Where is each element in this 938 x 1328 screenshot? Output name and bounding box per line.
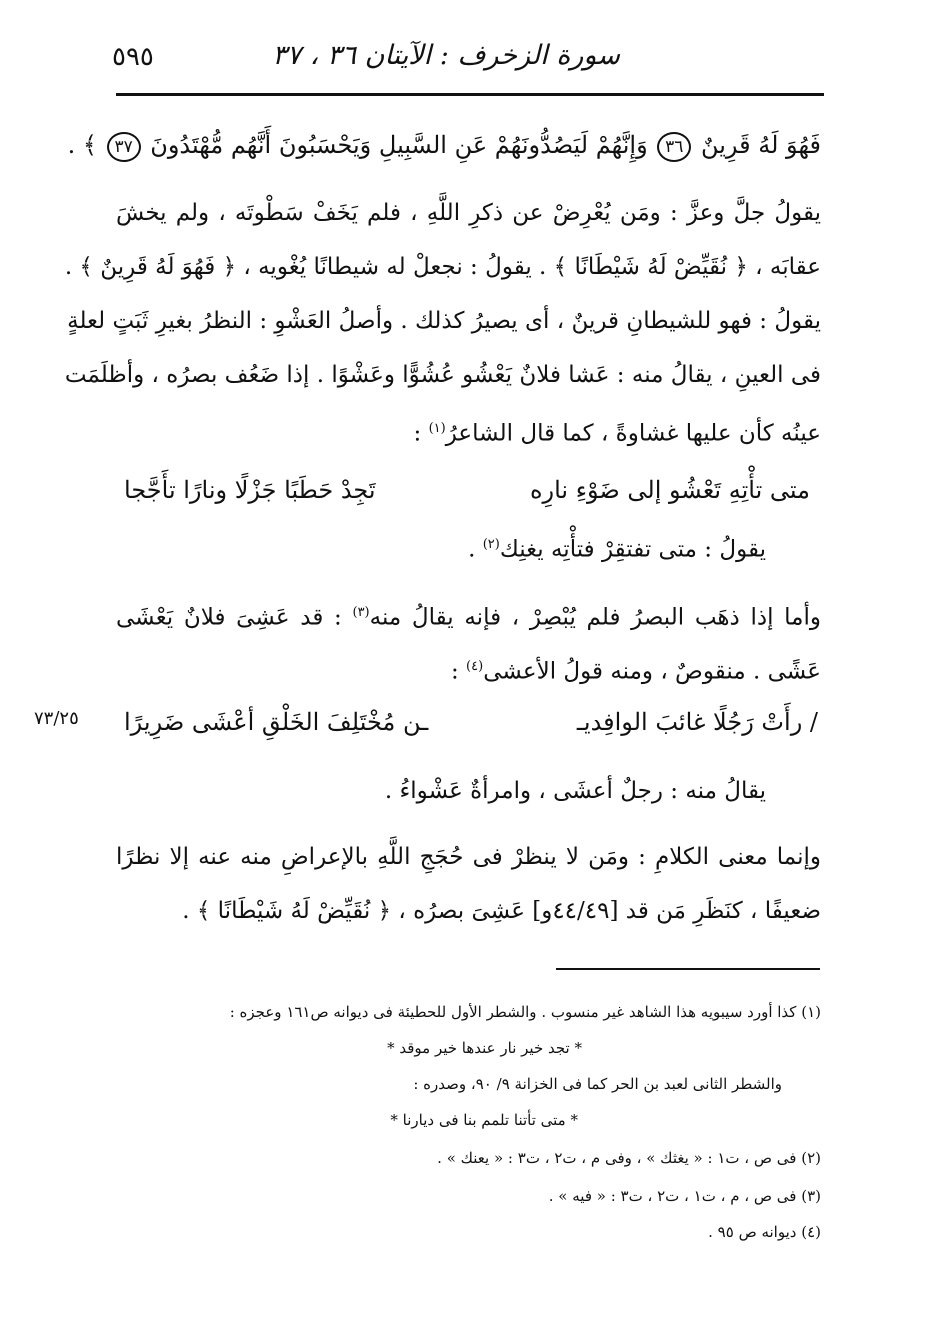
text-segment: عينُه كأن عليها غشاوةً ، كما قال الشاعرُ: [445, 420, 821, 447]
text-segment: وأما إذا ذهَب البصرُ فلم يُبْصِرْ ، فإنه يقالُ منه: [369, 604, 821, 631]
poem-hemistich-right: / رأَتْ رَجُلًا غائبَ الوافِديـ: [576, 708, 818, 736]
text-line: [451, 652, 821, 687]
text-segment: يقولُ : متى تفتقِرْ فتأْتِه يغنِك: [499, 536, 766, 563]
poem-hemistich-left: تَجِدْ حَطَبًا جَزْلًا ونارًا تأَجَّجا: [124, 476, 376, 504]
footnote: (٤) ديوانه ص ٩٥ .: [708, 1223, 821, 1241]
margin-reference: ٧٣/٢٥: [34, 708, 79, 729]
footnote-verse: * متى تأتنا تلمم بنا فى ديارنا *: [390, 1111, 578, 1129]
text-segment: عَشًى . منقوصٌ ، ومنه قولُ الأعشى: [483, 658, 821, 685]
text-line: يقولُ جلَّ وعزَّ : ومَن يُعْرِضْ عن ذكرِ اللَّهِ ، فلم يَخَفْ سَطْوتَه ، ولم يخشَ: [116, 200, 821, 226]
quran-close: ﴾ .: [67, 131, 97, 159]
footnote-rule: [556, 968, 820, 970]
quran-text: فَهُوَ لَهُ قَرِينٌ: [700, 131, 821, 159]
footnote: (٣) فى ص ، م ، ت١ ، ت٢ ، ت٣ : « فيه » .: [548, 1187, 821, 1205]
header-rule: [116, 93, 824, 96]
poem-hemistich-left: ـن مُخْتَلِفَ الخَلْقِ أعْشَى ضَرِيرًا: [124, 708, 429, 736]
text-line: يقولُ : متى تفتقِرْ فتأْتِه يغنِك$^{(٢)}$ .: [468, 536, 766, 563]
text-line: عقابَه ، ﴿ نُقَيِّضْ لَهُ شَيْطَانًا ﴾ . يقولُ : نجعلْ له شيطانًا يُغْويه ، ﴿ فَهُوَ لَهُ قَرِينٌ ﴾ .: [64, 254, 821, 280]
page-number: ٥٩٥: [112, 42, 154, 72]
footnote-ref-2: (٢): [482, 537, 500, 552]
ayah-marker-37: ٣٧: [107, 132, 141, 162]
ayah-marker-36: ٣٦: [657, 132, 691, 162]
poem-hemistich-right: متى تأْتِهِ تَعْشُو إلى ضَوْءِ نارِه: [529, 476, 810, 504]
running-title: سورة الزخرف : الآيتان ٣٦ ، ٣٧: [272, 40, 620, 71]
text-line: فى العينِ ، يقالُ منه : عَشا فلانٌ يَعْشُو عُشُوًّا وعَشْوًا . إذا ضَعُف بصرُه ، وأظلَمَت: [64, 362, 821, 388]
quran-text: وَإِنَّهُمْ لَيَصُدُّونَهُمْ عَنِ السَّبِيلِ وَيَحْسَبُونَ أَنَّهُم مُّهْتَدُونَ: [150, 131, 648, 159]
footnote-ref-1: (١): [428, 421, 446, 436]
footnote-verse: * تجد خير نار عندها خير موقد *: [387, 1039, 582, 1057]
text-line: وأما إذا ذهَب البصرُ فلم يُبْصِرْ ، فإنه يقالُ منه$^{(٣)}$ : قد عَشِىَ فلانٌ يَعْشَى: [116, 604, 821, 631]
footnote: (٢) فى ص ، ت١ : « يغثك » ، وفى م ، ت٢ ، ت٣ : « يعنك » .: [437, 1149, 821, 1167]
text-line: يقالُ منه : رجلٌ أعشَى ، وامرأةٌ عَشْواءُ .: [384, 778, 766, 804]
text-segment: قد عَشِىَ فلانٌ يَعْشَى: [116, 604, 324, 631]
text-line: يقولُ : فهو للشيطانِ قرينٌ ، أى يصيرُ كذلك . وأصلُ العَشْوِ : النظرُ بغيرِ ثَبَتٍ لعلةٍ: [67, 308, 821, 334]
footnote-ref-4: (٤): [466, 659, 484, 674]
colon: :: [413, 420, 422, 447]
quran-verse-line: [68, 130, 821, 162]
colon: :: [450, 658, 459, 685]
text-line: [414, 414, 822, 449]
footnote: والشطر الثانى لعبد بن الحر كما فى الخزانة ٩/ ٩٠، وصدره :: [413, 1075, 782, 1093]
text-line: ضعيفًا ، كنَظَرِ مَن قد [٤٤/٤٩و] عَشِىَ بصرُه ، ﴿ نُقَيِّضْ لَهُ شَيْطَانًا ﴾ .: [182, 898, 821, 924]
footnote: (١) كذا أورد سيبويه هذا الشاهد غير منسوب . والشطر الأول للحطيئة فى ديوانه ص١٦١ وعجزه :: [229, 1003, 821, 1021]
text-line: وإنما معنى الكلامِ : ومَن لا ينظرْ فى حُجَجِ اللَّهِ بالإعراضِ منه عنه إلا نظرًا: [116, 844, 821, 870]
footnote-ref-3: (٣): [352, 605, 370, 620]
